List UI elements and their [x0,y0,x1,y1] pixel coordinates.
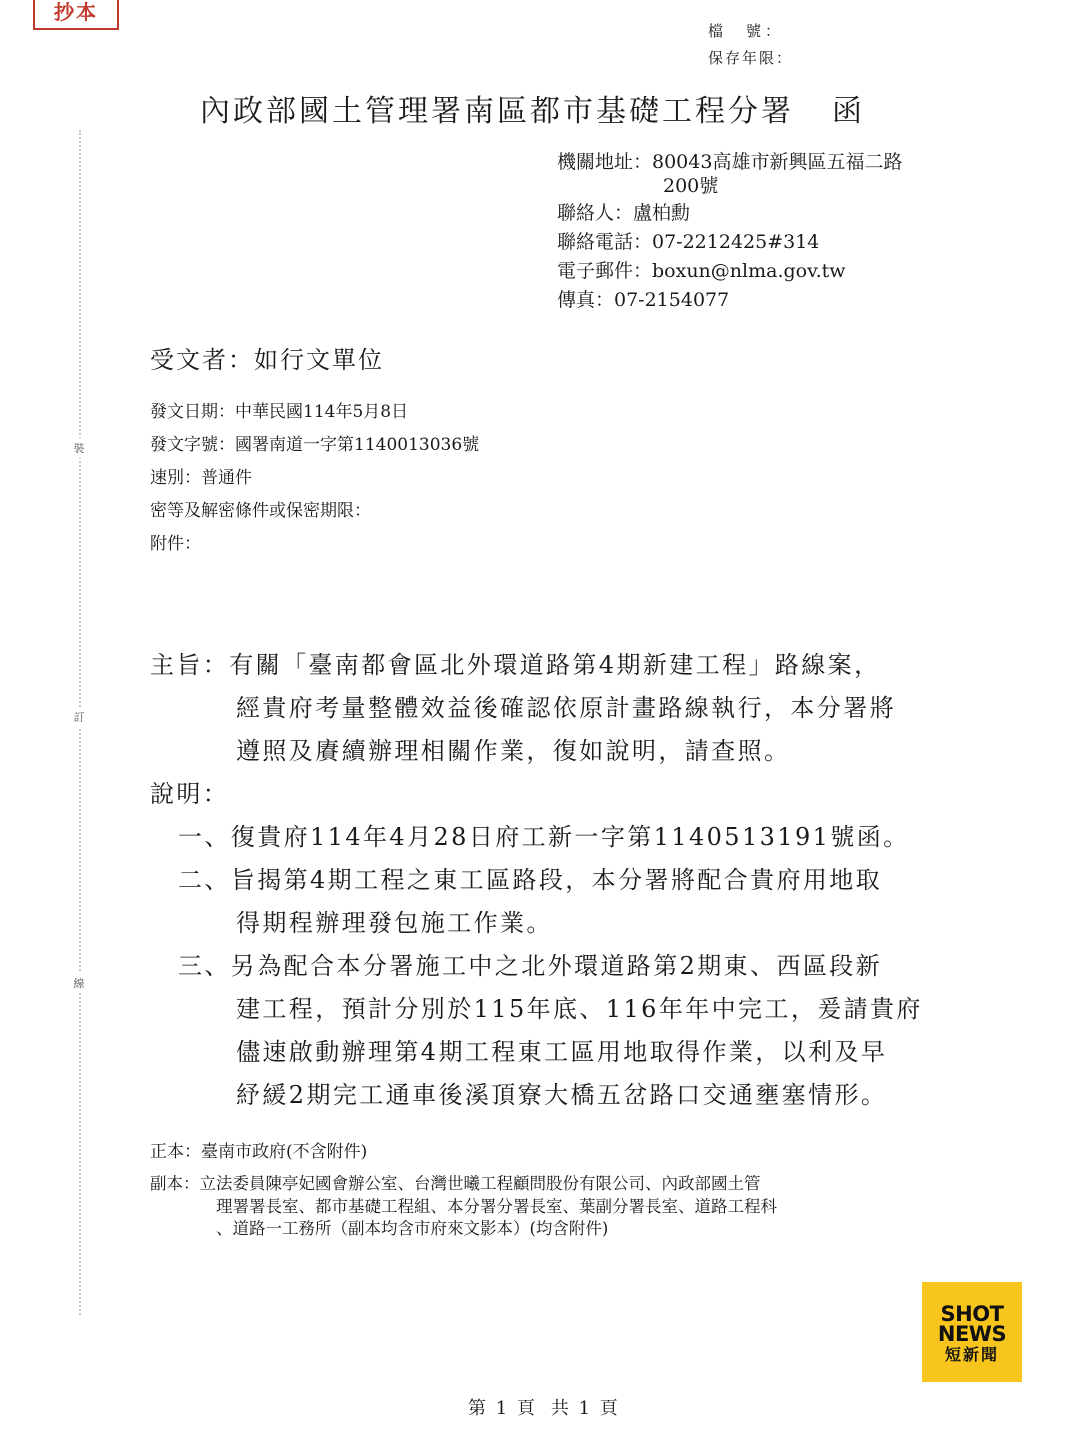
explanation-item-3-cont-3: 紓緩2期完工通車後溪頂寮大橋五岔路口交通壅塞情形。 [236,1081,888,1109]
file-number-label: 檔 號： [708,22,785,40]
explanation-item-2: 二、旨揭第4期工程之東工區路段，本分署將配合貴府用地取 [178,866,883,894]
agency-address-cont: 200號 [663,175,719,197]
contact-person: 聯絡人：盧柏勳 [557,202,691,224]
copy-recipients-cont-1: 理署署長室、都市基礎工程組、本分署分署長室、葉副分署長室、道路工程科 [216,1197,777,1216]
subject-line-2: 經貴府考量整體效益後確認依原計畫路線執行，本分署將 [236,694,896,722]
explanation-item-3-cont-2: 儘速啟動辦理第4期工程東工區用地取得作業，以利及早 [236,1038,888,1066]
page-number [468,1394,620,1420]
contact-block [557,148,902,315]
document-title [200,86,865,130]
explanation-heading: 說明： [150,780,230,808]
agency-name: 內政部國土管理署南區都市基礎工程分署 [200,94,794,129]
explanation-item-2-cont: 得期程辦理發包施工作業。 [236,909,553,937]
attachments: 附件： [150,534,201,554]
document-body [150,644,923,1117]
delivery-speed: 速別：普通件 [150,468,252,488]
document-number: 發文字號：國署南道一字第1140013036號 [150,435,480,455]
document-type: 函 [832,94,865,129]
copy-recipients-cont-2: 、道路一工務所（副本均含市府來文影本）(均含附件) [216,1219,609,1238]
retention-label: 保存年限： [708,49,794,67]
contact-email: 電子郵件：boxun@nlma.gov.tw [557,260,846,282]
logo-line-3: 短新聞 [944,1345,999,1364]
subject-line-1: 主旨：有關「臺南都會區北外環道路第4期新建工程」路線案， [150,651,881,679]
agency-address: 機關地址：80043高雄市新興區五福二路 [557,151,903,173]
copy-stamp: 抄本 [33,0,119,30]
contact-fax: 傳真：07-2154077 [557,289,730,311]
page-total: 共 1 頁 [550,1398,620,1419]
shot-news-logo [922,1282,1022,1382]
explanation-item-3-cont-1: 建工程，預計分別於115年底、116年年中完工，爰請貴府 [236,995,923,1023]
original-recipient: 正本：臺南市政府(不含附件) [150,1142,368,1162]
recipient: 受文者：如行文單位 [150,346,384,374]
distribution-list [150,1140,777,1240]
logo-line-2: NEWS [937,1322,1007,1346]
explanation-item-3: 三、另為配合本分署施工中之北外環道路第2期東、西區段新 [178,952,883,980]
subject-line-3: 遵照及賡續辦理相關作業，復如說明，請查照。 [236,737,791,765]
binding-mark-zhuang: 裝 [71,438,87,458]
document-info [150,396,479,561]
issue-date: 發文日期：中華民國114年5月8日 [150,402,409,422]
explanation-item-1: 一、復貴府114年4月28日府工新一字第1140513191號函。 [178,823,910,851]
contact-phone: 聯絡電話：07-2212425#314 [557,231,820,253]
binding-mark-ding: 訂 [71,707,87,727]
page-current: 第 1 頁 [468,1398,537,1419]
binding-mark-xian: 線 [71,973,87,993]
logo-line-1: SHOT [940,1302,1004,1326]
copy-recipients: 副本：立法委員陳亭妃國會辦公室、台灣世曦工程顧問股份有限公司、內政部國土管 [150,1174,761,1193]
secrecy-level: 密等及解密條件或保密期限： [150,501,371,521]
